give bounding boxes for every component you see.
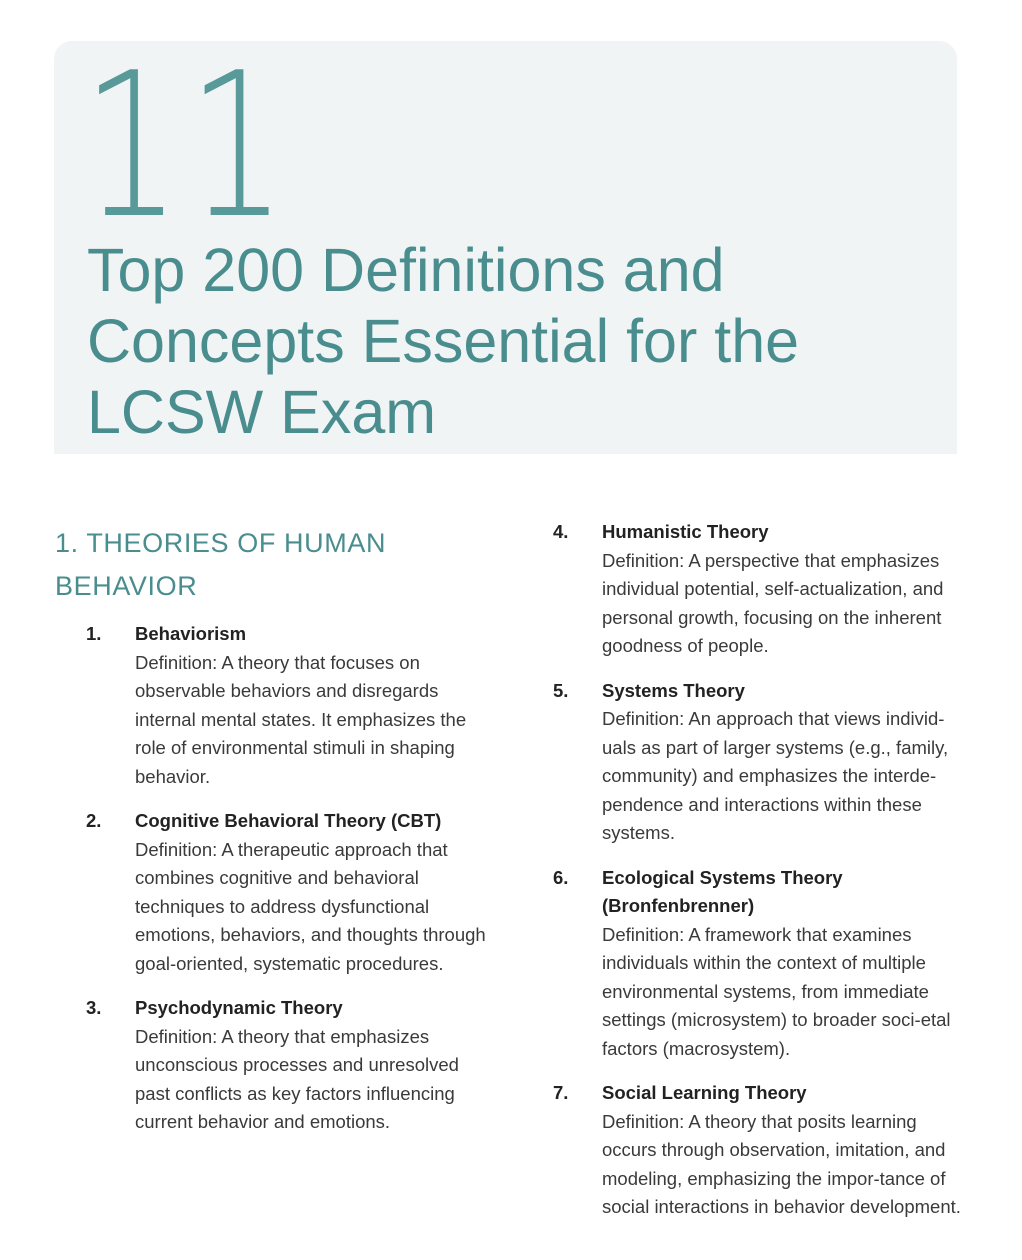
item-number: 2. [86, 810, 102, 831]
section-heading: 1. THEORIES OF HUMAN BEHAVIOR [55, 528, 387, 601]
definition-item [553, 1079, 963, 1222]
item-term: Humanistic Theory [602, 521, 769, 542]
chapter-header [54, 30, 957, 454]
item-number: 3. [86, 997, 102, 1018]
item-number: 7. [553, 1082, 569, 1103]
chapter-number: 11 [82, 30, 293, 263]
item-definition: Definition: An approach that views individ-uals as part of larger systems (e.g., family, community) and emphasizes the interde-pendence and interactions within these systems. [602, 708, 949, 843]
item-term: Psychodynamic Theory [135, 997, 343, 1018]
item-term: Behaviorism [135, 623, 247, 644]
definition-item [553, 518, 963, 661]
item-number: 5. [553, 679, 569, 701]
item-number: 1. [86, 623, 102, 644]
item-definition: Definition: A framework that examines individuals within the context of multiple environmental systems, from immediate settings (microsystem) to broader soci-etal factors (macrosystem). [602, 923, 951, 1059]
definition-item [86, 807, 486, 978]
item-term: Cognitive Behavioral Theory (CBT) [135, 810, 442, 831]
item-number: 6. [553, 866, 569, 888]
item-definition: Definition: A theory that emphasizes unconscious processes and unresolved past conflicts as key factors influencing current behavior and emotions. [135, 1025, 459, 1132]
item-term: Ecological Systems Theory (Bronfenbrenner) [602, 866, 843, 916]
item-definition: Definition: A theory that posits learning occurs through observation, imitation, and modeling, emphasizing the impor-tance of social interactions in behavior development. [602, 1110, 961, 1217]
definition-item [553, 864, 963, 1064]
item-number: 4. [553, 521, 569, 542]
chapter-title: Top 200 Definitions and Concepts Essential for the LCSW Exam [87, 236, 800, 446]
definitions-list-right [553, 518, 963, 1238]
definition-item [86, 994, 486, 1137]
definition-item [86, 620, 486, 791]
definitions-list-left [86, 620, 486, 1153]
item-definition: Definition: A theory that focuses on observable behaviors and disregards internal mental states. It emphasizes the role of environmental stimuli in shaping behavior. [135, 651, 467, 787]
definition-item [553, 677, 963, 848]
item-definition: Definition: A perspective that emphasizes individual potential, self-actualization, and personal growth, focusing on the inherent goodness of people. [602, 549, 944, 656]
item-term: Social Learning Theory [602, 1082, 807, 1103]
item-term: Systems Theory [602, 679, 745, 701]
item-definition: Definition: A therapeutic approach that combines cognitive and behavioral techniques to address dysfunctional emotions, behaviors, and thoughts through goal-oriented, systematic procedures. [135, 838, 486, 974]
